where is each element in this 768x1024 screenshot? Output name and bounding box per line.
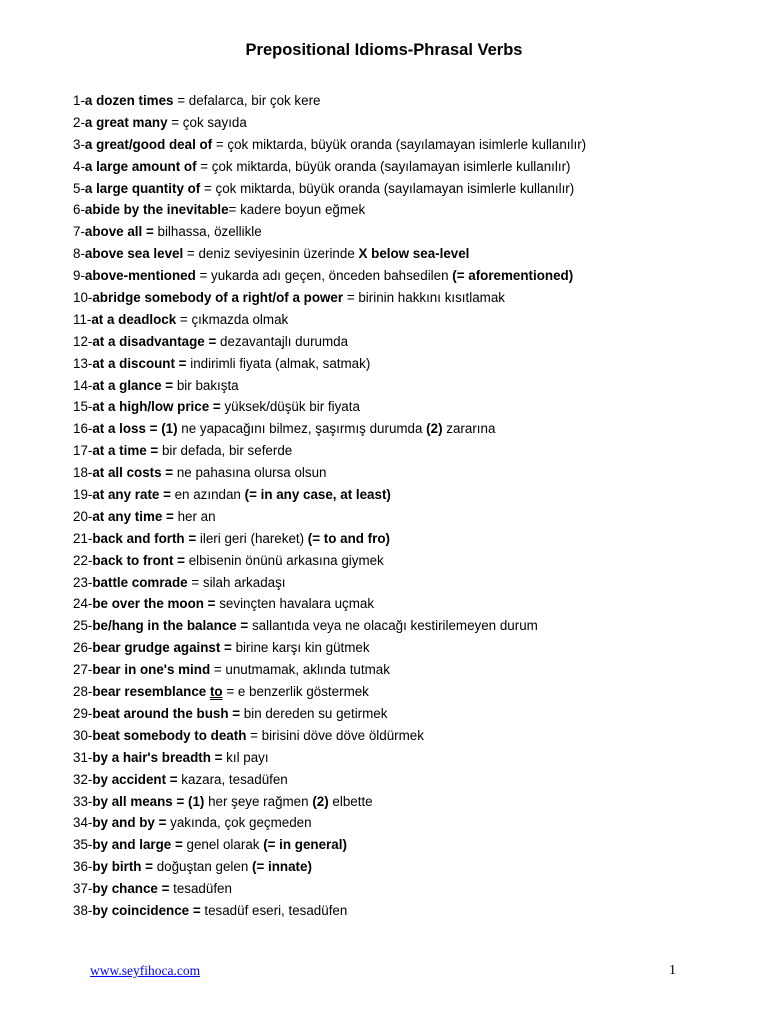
idiom-entry [73,134,753,156]
idiom-text: bir bakışta [173,377,239,393]
idiom-term: beat around the bush = [92,705,241,721]
idiom-text: = defalarca, bir çok kere [173,93,321,108]
idiom-entry [73,178,753,200]
idiom-text: = çok miktarda, büyük oranda (sayılamayan isimlerle kullanılır) [200,180,575,196]
idiom-term: bear grudge against = [92,640,232,656]
footer-website-link[interactable]: www.seyfihoca.com [90,963,201,978]
idiom-term: a large amount of [84,158,197,174]
idiom-term: by chance = [92,881,170,897]
idiom-text: 35- [73,837,93,853]
idiom-text: birine karşı kin gütmek [231,640,370,656]
idiom-text: 31- [73,749,93,765]
idiom-list [73,90,753,922]
idiom-text: bir defada, bir seferde [158,443,293,459]
idiom-entry [73,747,753,769]
idiom-term: at a disadvantage = [92,333,217,349]
idiom-term: (= innate) [252,859,312,875]
idiom-text: 30- [73,727,93,743]
idiom-text: 32- [73,771,93,787]
idiom-text: sevinçten havalara uçmak [215,596,375,612]
idiom-entry [73,506,753,528]
idiom-text: 14- [73,377,93,393]
idiom-term: above-mentioned [84,268,196,284]
idiom-term: at a discount = [92,355,187,371]
idiom-term: bear resemblance [92,684,210,700]
idiom-term: beat somebody to death [92,727,247,743]
idiom-entry [73,243,753,265]
idiom-entry [73,484,753,506]
idiom-text: = kadere boyun eğmek [228,202,366,218]
idiom-text: = çok sayıda [167,114,247,130]
idiom-term: to [209,684,223,700]
idiom-text: = deniz seviyesinin üzerinde [183,246,359,262]
idiom-text: = çok miktarda, büyük oranda (sayılamayan isimlerle kullanılır) [212,136,587,152]
idiom-text: 16- [73,421,93,437]
idiom-term: by birth = [92,859,153,875]
idiom-text: 10- [73,290,93,306]
idiom-text: elbette [328,793,373,809]
idiom-text: 4- [73,158,85,174]
idiom-entry [73,418,753,440]
idiom-term: at any time = [92,508,174,524]
idiom-entry [73,265,753,287]
idiom-text: 17- [73,443,93,459]
idiom-entry [73,156,753,178]
idiom-text: 3- [73,136,85,152]
idiom-text: = unutmamak, aklında tutmak [210,662,390,678]
idiom-entry [73,375,753,397]
idiom-entry [73,550,753,572]
idiom-text: 29- [73,705,93,721]
idiom-text: 18- [73,465,93,481]
idiom-term: (= in general) [263,837,347,853]
idiom-entry [73,440,753,462]
idiom-text: 7- [73,224,85,240]
idiom-text: = e benzerlik göstermek [222,684,369,700]
idiom-term: (2) [426,421,443,437]
idiom-text: 15- [73,399,93,415]
idiom-text: 20- [73,508,93,524]
idiom-text: tesadüfen [169,881,232,897]
idiom-text: tesadüf eseri, tesadüfen [200,902,348,918]
page-number: 1 [669,963,676,978]
idiom-text: sallantıda veya ne olacağı kestirilemeyen durum [248,618,538,634]
idiom-text: 28- [73,684,93,700]
idiom-term: at a high/low price = [92,399,221,415]
idiom-term: by accident = [92,771,178,787]
idiom-entry [73,769,753,791]
idiom-text: 21- [73,530,93,546]
idiom-entry [73,856,753,878]
idiom-entry [73,353,753,375]
idiom-text: 37- [73,881,93,897]
idiom-text: = birisini döve döve öldürmek [246,727,424,743]
idiom-text: 27- [73,662,93,678]
idiom-term: above sea level [84,246,184,262]
idiom-term: battle comrade [92,574,188,590]
idiom-text: ne pahasına olursa olsun [173,465,327,481]
idiom-term: a large quantity of [84,180,201,196]
idiom-text: 9- [73,268,85,284]
idiom-term: at a deadlock [91,311,177,327]
idiom-text: 34- [73,815,93,831]
idiom-text: zararına [442,421,496,437]
idiom-text: bin dereden su getirmek [240,705,388,721]
idiom-term: at a glance = [92,377,174,393]
idiom-term: by all means = (1) [92,793,205,809]
idiom-entry [73,703,753,725]
idiom-text: 24- [73,596,93,612]
idiom-text: kazara, tesadüfen [177,771,288,787]
idiom-term: (= in any case, at least) [244,487,391,503]
idiom-text: dezavantajlı durumda [216,333,349,349]
idiom-text: 6- [73,202,85,218]
idiom-text: 13- [73,355,93,371]
idiom-entry [73,287,753,309]
idiom-text: 11- [73,311,92,327]
idiom-entry [73,791,753,813]
idiom-text: = silah arkadaşı [187,574,286,590]
idiom-text: yakında, çok geçmeden [166,815,312,831]
idiom-text: en azından [170,487,245,503]
idiom-text: = çıkmazda olmak [176,311,289,327]
idiom-text: ileri geri (hareket) [196,530,308,546]
idiom-entry [73,112,753,134]
idiom-term: (= aforementioned) [452,268,574,284]
idiom-text: bilhassa, özellikle [153,224,262,240]
idiom-term: by a hair's breadth = [92,749,223,765]
idiom-term: at all costs = [92,465,174,481]
idiom-term: abide by the inevitable [84,202,229,218]
idiom-entry [73,615,753,637]
idiom-term: a great many [84,114,168,130]
idiom-text: ne yapacağını bilmez, şaşırmış durumda [177,421,427,437]
idiom-term: X below sea-level [358,246,470,262]
idiom-term: be over the moon = [92,596,216,612]
idiom-entry [73,725,753,747]
idiom-entry [73,331,753,353]
idiom-term: back to front = [92,552,185,568]
idiom-term: bear in one's mind [92,662,211,678]
idiom-text: 26- [73,640,93,656]
idiom-term: at a time = [92,443,159,459]
idiom-entry [73,681,753,703]
idiom-entry [73,637,753,659]
idiom-term: abridge somebody of a right/of a power [92,290,344,306]
idiom-term: a great/good deal of [84,136,213,152]
idiom-text: 23- [73,574,93,590]
idiom-text: 1- [73,93,85,108]
idiom-entry [73,90,753,112]
idiom-text: elbisenin önünü arkasına giymek [185,552,384,568]
idiom-text: kıl payı [222,749,269,765]
idiom-term: by coincidence = [92,902,201,918]
idiom-entry [73,878,753,900]
idiom-term: be/hang in the balance = [92,618,249,634]
idiom-text: 22- [73,552,93,568]
idiom-text: her şeye rağmen [204,793,313,809]
idiom-entry [73,309,753,331]
idiom-text: yüksek/düşük bir fiyata [220,399,360,415]
idiom-term: at a loss = (1) [92,421,178,437]
idiom-text: indirimli fiyata (almak, satmak) [186,355,371,371]
idiom-text: doğuştan gelen [153,859,253,875]
idiom-text: 2- [73,114,85,130]
idiom-text: genel olarak [182,837,264,853]
idiom-entry [73,572,753,594]
idiom-term: above all = [84,224,154,240]
idiom-entry [73,812,753,834]
idiom-text: = çok miktarda, büyük oranda (sayılamayan isimlerle kullanılır) [196,158,571,174]
idiom-text: her an [173,508,216,524]
idiom-term: (= to and fro) [307,530,390,546]
idiom-entry [73,593,753,615]
idiom-text: = birinin hakkını kısıtlamak [343,290,505,306]
idiom-text: 36- [73,859,93,875]
idiom-entry [73,396,753,418]
idiom-term: by and large = [92,837,183,853]
idiom-text: 8- [73,246,85,262]
idiom-text: 12- [73,333,93,349]
idiom-entry [73,199,753,221]
idiom-entry [73,659,753,681]
idiom-text: 25- [73,618,93,634]
idiom-text: = yukarda adı geçen, önceden bahsedilen [195,268,453,284]
idiom-text: 5- [73,180,85,196]
idiom-entry [73,900,753,922]
idiom-term: at any rate = [92,487,171,503]
page-title: Prepositional Idioms-Phrasal Verbs [245,41,523,59]
idiom-term: (2) [312,793,329,809]
idiom-entry [73,528,753,550]
idiom-term: back and forth = [92,530,197,546]
idiom-entry [73,221,753,243]
idiom-text: 33- [73,793,93,809]
idiom-entry [73,834,753,856]
idiom-term: by and by = [92,815,167,831]
idiom-text: 38- [73,902,93,918]
idiom-term: a dozen times [84,93,174,108]
idiom-entry [73,462,753,484]
idiom-text: 19- [73,487,93,503]
